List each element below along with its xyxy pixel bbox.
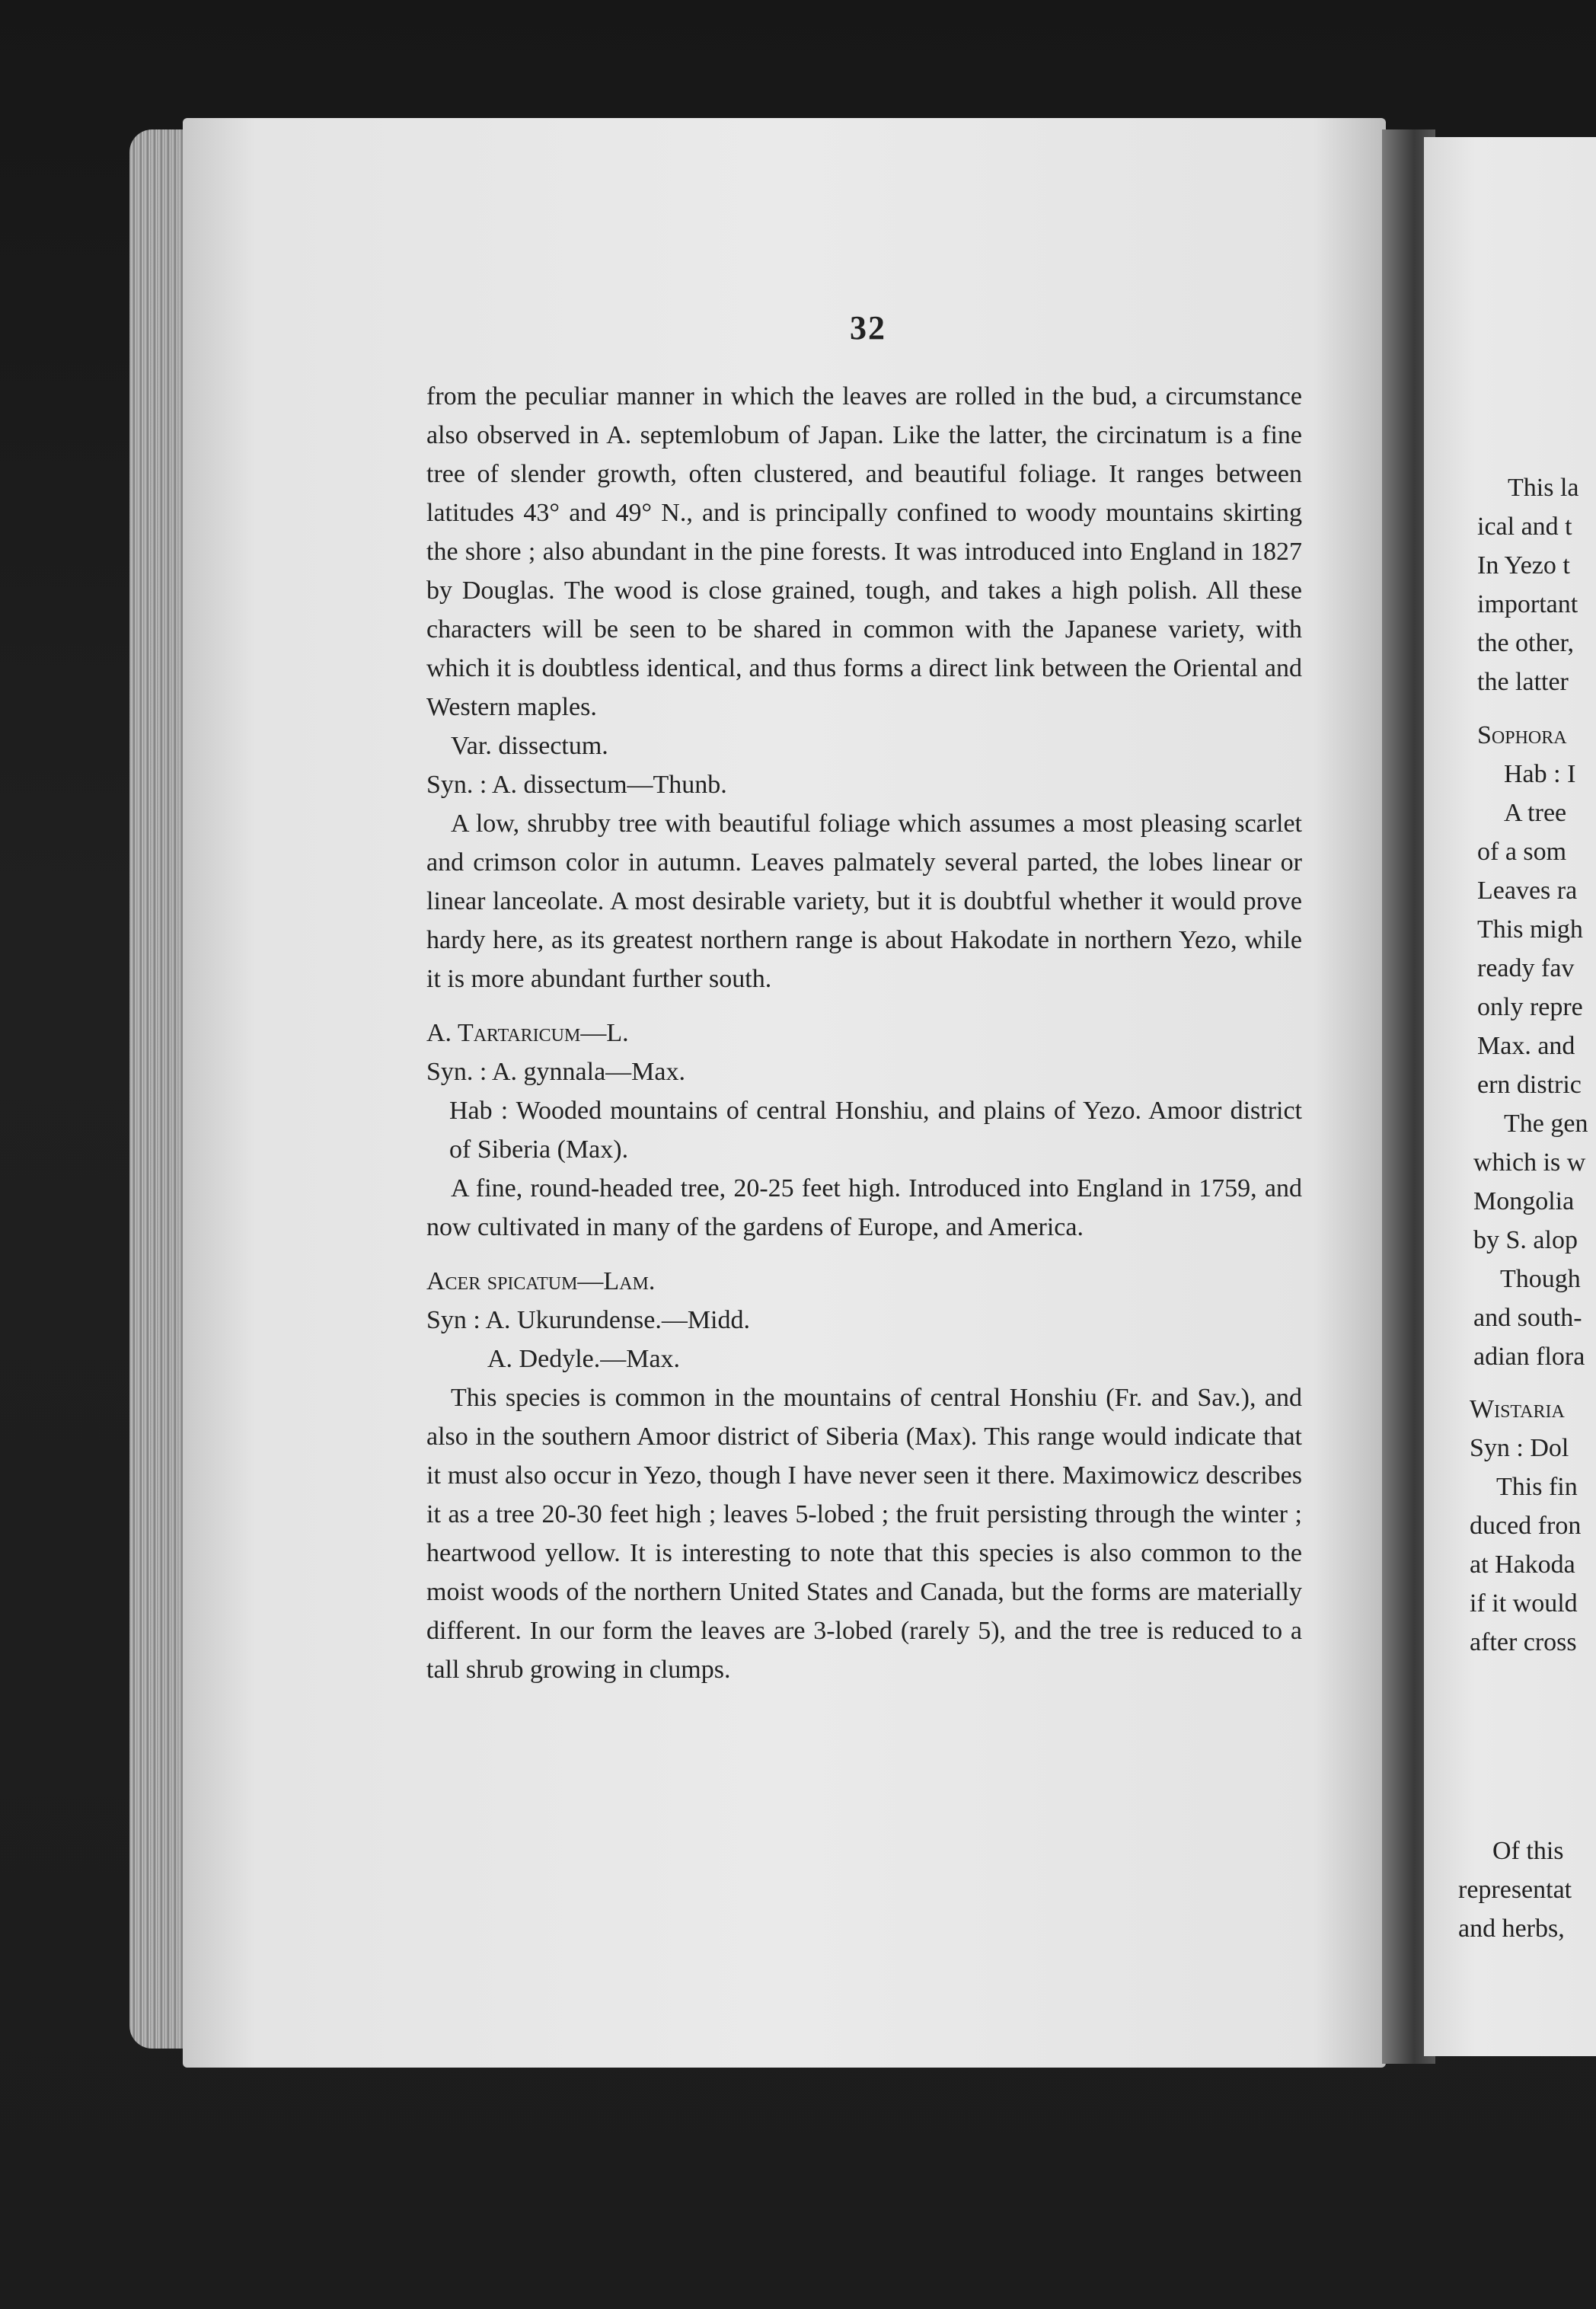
right-line: Of this: [1492, 1837, 1564, 1865]
synonym-line: Syn. : A. dissectum—Thunb.: [426, 771, 727, 799]
species-heading-spicatum: Acer spicatum—Lam.: [426, 1267, 656, 1295]
left-page-text: [426, 377, 1302, 1689]
page-number: 32: [850, 309, 886, 347]
right-line: Leaves ra: [1477, 877, 1578, 905]
right-line: ready fav: [1477, 954, 1575, 982]
right-heading: Wistaria: [1470, 1395, 1565, 1423]
paragraph-dissectum: A low, shrubby tree with beautiful foliage which assumes a most pleasing scarlet and crimson color in autumn. Leaves palmately several parted, the lobes linear or linear lanceolate. A most desirable variety, but it is doubtful whether it would prove hardy here, as its greatest northern range is about Hakodate in northern Yezo, while it is more abundant further south.: [426, 810, 1302, 993]
right-line: This la: [1508, 474, 1579, 502]
right-line: important: [1477, 590, 1578, 618]
right-line: of a som: [1477, 838, 1567, 866]
paragraph-circinatum: from the peculiar manner in which the leaves are rolled in the bud, a circumstance also observed in A. septemlobum of Japan. Like the latter, the circinatum is a fine tree of slender growth, often clustered, and beautiful foliage. It ranges between latitudes 43° and 49° N., and is principally confined to woody mountains skirting the shore ; also abundant in the pine forests. It was introduced into England in 1827 by Douglas. The wood is close grained, tough, and takes a high polish. All these characters will be seen to be shared in common with the Japanese variety, with which it is doubtless identical, and thus forms a direct link between the Oriental and Western maples.: [426, 382, 1302, 721]
paragraph-tartaricum: A fine, round-headed tree, 20-25 feet high. Introduced into England in 1759, and now cultivated in many of the gardens of Europe, and America.: [426, 1174, 1302, 1241]
right-line: and south-: [1473, 1304, 1582, 1332]
right-line: by S. alop: [1473, 1226, 1578, 1254]
right-line: The gen: [1504, 1110, 1588, 1138]
right-heading: Sophora: [1477, 721, 1567, 749]
right-line: Mongolia: [1473, 1187, 1575, 1215]
right-line: ical and t: [1477, 513, 1572, 541]
right-line: duced fron: [1470, 1512, 1582, 1540]
variety-line: Var. dissectum.: [451, 732, 608, 760]
right-line: if it would: [1470, 1589, 1578, 1618]
habitat-line: Hab : Wooded mountains of central Honshiu, and plains of Yezo. Amoor district of Siberia (Max).: [449, 1097, 1302, 1164]
right-line: adian flora: [1473, 1343, 1585, 1371]
right-line: which is w: [1473, 1148, 1586, 1177]
right-line: Hab : I: [1504, 760, 1576, 788]
right-line: and herbs,: [1458, 1915, 1565, 1943]
right-line: This migh: [1477, 915, 1583, 944]
right-page: [1424, 137, 1596, 2056]
right-line: representat: [1458, 1876, 1572, 1904]
right-line: ern distric: [1477, 1071, 1582, 1099]
paragraph-spicatum: This species is common in the mountains of central Honshiu (Fr. and Sav.), and also in the southern Amoor district of Siberia (Max). This range would indicate that it must also occur in Yezo, though I have never seen it there. Maximowicz describes it as a tree 20-30 feet high ; leaves 5-lobed ; the fruit persisting through the winter ; heartwood yellow. It is interesting to note that this species is also common to the moist woods of the northern United States and Canada, but the forms are materially different. In our form the leaves are 3-lobed (rarely 5), and the tree is reduced to a tall shrub growing in clumps.: [426, 1384, 1302, 1684]
right-line: Max. and: [1477, 1032, 1575, 1060]
right-line: the other,: [1477, 629, 1575, 657]
right-line: Syn : Dol: [1470, 1434, 1569, 1462]
right-line: at Hakoda: [1470, 1551, 1575, 1579]
right-line: Though: [1500, 1265, 1581, 1293]
right-line: This fin: [1496, 1473, 1578, 1501]
species-heading-tartaricum: A. Tartaricum—L.: [426, 1019, 629, 1047]
synonym-line: Syn : A. Ukurundense.—Midd.: [426, 1306, 750, 1334]
synonym-line: A. Dedyle.—Max.: [487, 1345, 681, 1373]
right-line: A tree: [1504, 799, 1567, 827]
right-line: only repre: [1477, 993, 1583, 1021]
synonym-line: Syn. : A. gynnala—Max.: [426, 1058, 685, 1086]
right-line: the latter: [1477, 668, 1569, 696]
right-line: after cross: [1470, 1628, 1577, 1656]
right-line: In Yezo t: [1477, 551, 1570, 580]
